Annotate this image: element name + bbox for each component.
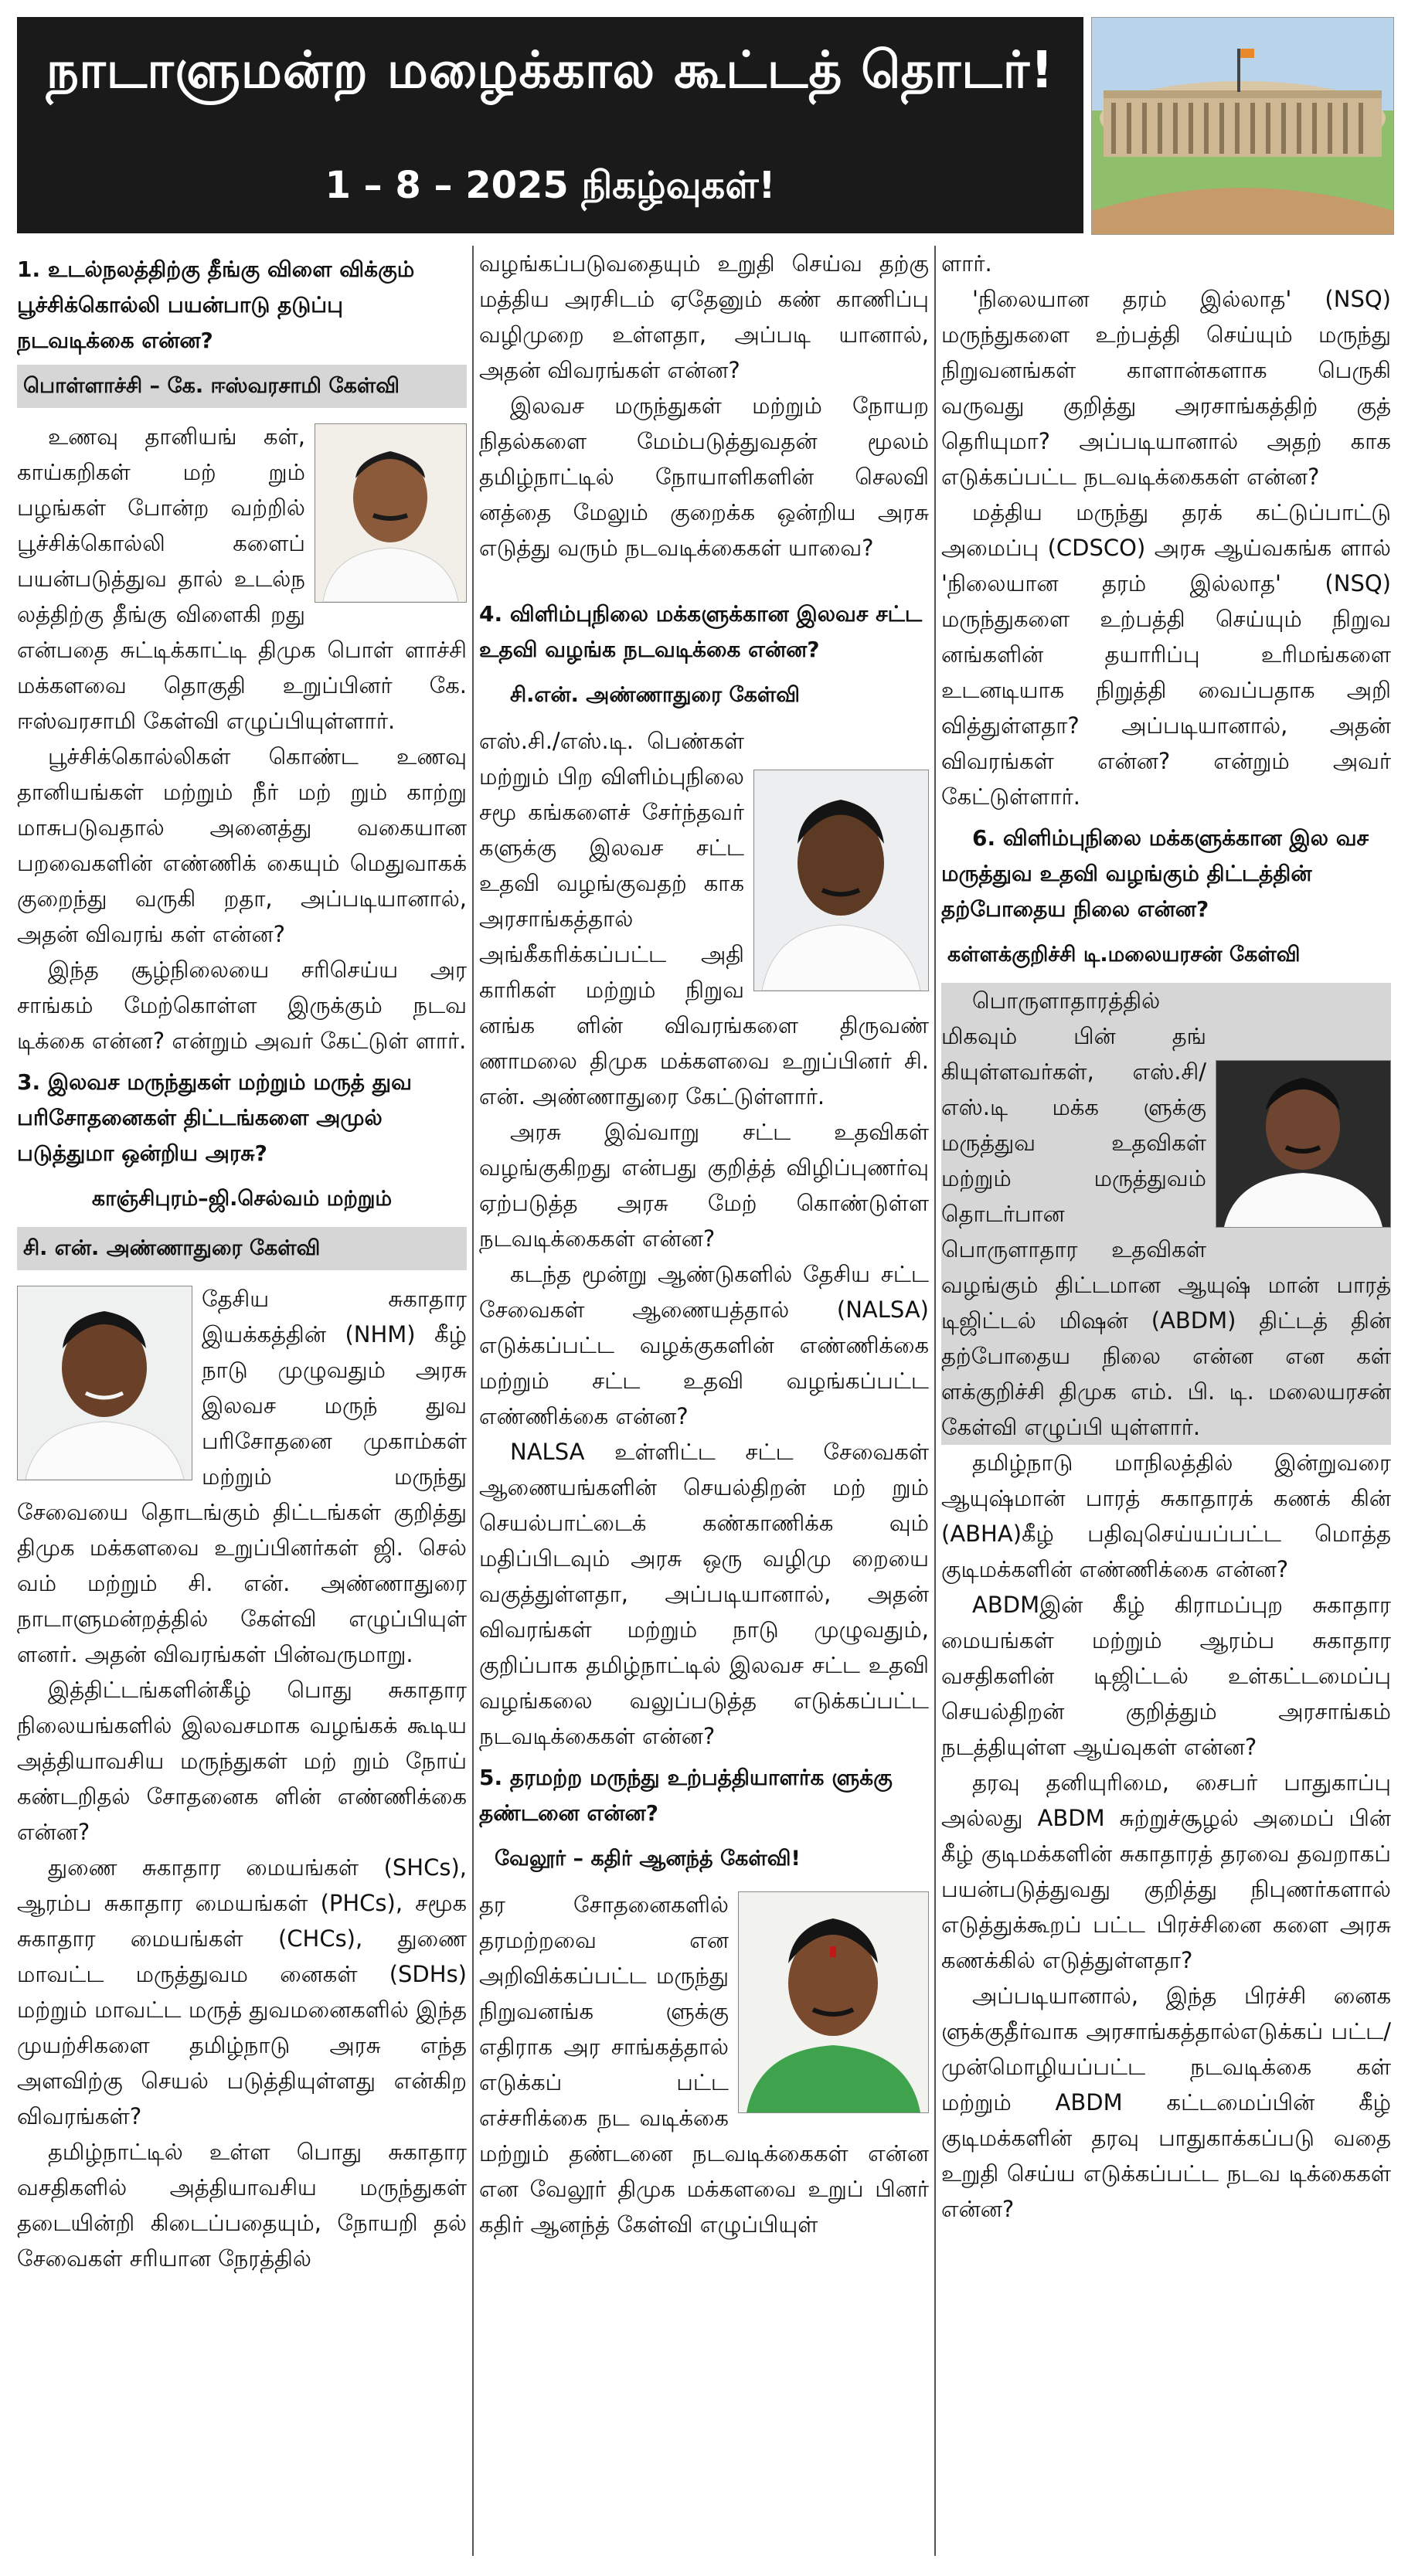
question-5-continued-para-3: மத்திய மருந்து தரக் கட்டுப்பாட்டு அமைப்பு (CDSCO) அரசு ஆய்வகங்க ளால் 'நிலையான தரம் இல்லாத' (NSQ) மருந்துகளை உற்பத்தி செய்யும் நிறுவ னங்களின் தயாரிப்பு உரிமங்களை உடனடியாக நிறுத்தி வைப்பதாக அறி வித்துள்ளதா? அப்படியானால், அதன் விவரங்கள் என்ன? என்றும் அவர் கேட்டுள்ளார்.	[941, 499, 1391, 810]
mp-photo-malaiyarasan	[1216, 1060, 1391, 1228]
question-3-continued-para-1: வழங்கப்படுவதையும் உறுதி செய்வ தற்கு மத்திய அரசிடம் ஏதேனும் கண் காணிப்பு வழிமுறை உள்ளதா, அப்படி யானால், அதன் விவரங்கள் என்ன?	[479, 250, 929, 383]
column-divider	[472, 246, 474, 2556]
question-3-byline-1: காஞ்சிபுரம்–ஜி.செல்வம் மற்றும்	[91, 1187, 393, 1211]
portrait-image	[754, 770, 928, 991]
question-6-para-1: பொருளாதாரத்தில் மிகவும் பின் தங் கியுள்ளவர்கள், எஸ்.சி/எஸ்.டி மக்க ளுக்கு மருத்துவ உதவிகள் மற்றும் மருத்துவம் தொடர்பான பொருளாதார உதவிகள் வழங்கும் திட்டமான ஆயுஷ் மான் பாரத் டிஜிட்டல் மிஷன் (ABDM) திட்டத் தின் தற்போதைய நிலை என்ன என கள் ளக்குறிச்சி திமுக எம். பி. டி. மலையரசன் கேள்வி எழுப்பி யுள்ளார்.	[941, 983, 1391, 1445]
column-divider	[934, 246, 936, 2556]
question-6-para-5: அப்படியானால், இந்த பிரச்சி னைக ளுக்குதீர்வாக அரசாங்கத்தால்எடுக்கப் பட்ட/முன்மொழியப்பட்ட நடவடிக்கை கள் மற்றும் ABDM கட்டமைப்பின் கீழ் குடிமக்களின் தரவு பாதுகாக்கப்படு வதை உறுதி செய்ய எடுக்கப்பட்ட நடவ டிக்கைகள் என்ன?	[941, 1983, 1391, 2222]
question-3-para-3: துணை சுகாதார மையங்கள் (SHCs), ஆரம்ப சுகாதார மையங்கள் (PHCs), சமூக சுகாதார மையங்கள் (CHCs), துணை மாவட்ட மருத்துவம னைகள் (SDHs) மற்றும் மாவட்ட மருத் துவமனைகளில் இந்த முயற்சிகளை தமிழ்நாடு அரசு எந்த அளவிற்கு செயல் படுத்தியுள்ளது என்கிற விவரங்கள்?	[17, 1854, 467, 2129]
question-5-continued-para-2: 'நிலையான தரம் இல்லாத' (NSQ) மருந்துகளை உற்பத்தி செய்யும் மருந்து நிறுவனங்கள் காளான்களாக பெருகி வருவது குறித்து அரசாங்கத்திற் குத் தெரியுமா? அப்படியானால் அதற் காக எடுக்கப்பட்ட நடவடிக்கைகள் என்ன?	[941, 286, 1391, 490]
parliament-photo	[1091, 17, 1394, 235]
question-6-byline: கள்ளக்குறிச்சி டி.மலையரசன் கேள்வி	[947, 943, 1301, 967]
mp-photo-kathir-anand	[738, 1891, 929, 2113]
question-4-heading: 4. விளிம்புநிலை மக்களுக்கான இலவச சட்ட உதவி வழங்க நடவடிக்கை என்ன?	[479, 601, 923, 662]
mp-photo-eswarasamy	[315, 423, 467, 603]
question-6-para-4: தரவு தனியுரிமை, சைபர் பாதுகாப்பு அல்லது ABDM சுற்றுச்சூழல் அமைப் பின் கீழ் குடிமக்களின் சுகாதாரத் தரவை தவறாகப் பயன்படுத்துவது குறித்து நிபுணர்களால் எடுத்துக்கூறப் பட்ட பிரச்சினை களை அரசு கணக்கில் எடுத்துள்ளதா?	[941, 1769, 1391, 1973]
portrait-image	[315, 424, 466, 602]
question-6-para-3: ABDMஇன் கீழ் கிராமப்புற சுகாதார மையங்கள் மற்றும் ஆரம்ப சுகாதார வசதிகளின் டிஜிட்டல் உள்கட்டமைப்பு செயல்திறன் குறித்தும் அரசாங்கம் நடத்தியுள்ள ஆய்வுகள் என்ன?	[941, 1592, 1391, 1760]
portrait-image	[1216, 1061, 1390, 1227]
question-1-para-2: பூச்சிக்கொல்லிகள் கொண்ட உணவு தானியங்கள் மற்றும் நீர் மற் றும் காற்று மாசுபடுவதால் அனைத்து வகையான பறவைகளின் எண்ணிக் கையும் மெதுவாகக் குறைந்து வருகி றதா, அப்படியானால், அதன் விவரங் கள் என்ன?	[17, 743, 467, 947]
headline-title: நாடாளுமன்ற மழைக்கால கூட்டத் தொடர்!	[46, 40, 1055, 100]
column-2	[479, 246, 929, 2556]
question-1-heading: 1. உடல்நலத்திற்கு தீங்கு விளை விக்கும் பூச்சிக்கொல்லி பயன்பாடு தடுப்பு நடவடிக்கை என்ன?	[17, 257, 415, 353]
question-3-continued-para-2: இலவச மருந்துகள் மற்றும் நோயற நிதல்களை மேம்படுத்துவதன் மூலம் தமிழ்நாட்டில் நோயாளிகளின் செலவி னத்தை மேலும் குறைக்க ஒன்றிய அரசு எடுத்து வரும் நடவடிக்கைகள் யாவை?	[479, 393, 929, 561]
question-3-para-4: தமிழ்நாட்டில் உள்ள பொது சுகாதார வசதிகளில் அத்தியாவசிய மருந்துகள் தடையின்றி கிடைப்பதையும், நோயறி தல் சேவைகள் சரியான நேரத்தில்	[17, 2139, 467, 2272]
question-1-para-3: இந்த சூழ்நிலையை சரிசெய்ய அர சாங்கம் மேற்கொள்ள இருக்கும் நடவ டிக்கை என்ன? என்றும் அவர் கேட்டுள் ளார்.	[17, 957, 467, 1054]
parliament-building-image	[1092, 18, 1393, 234]
question-4-para-3: கடந்த மூன்று ஆண்டுகளில் தேசிய சட்ட சேவைகள் ஆணையத்தால் (NALSA) எடுக்கப்பட்ட வழக்குகளின் எண்ணிக்கை மற்றும் சட்ட உதவி வழங்கப்பட்ட எண்ணிக்கை என்ன?	[479, 1261, 929, 1429]
question-1-para-1: உணவு தானியங் கள், காய்கறிகள் மற் றும் பழங்கள் போன்ற வற்றில் பூச்சிக்கொல்லி களைப் பயன்படுத்துவ தால் உடல்ந லத்திற்கு தீங்கு விளைகி றது என்பதை சுட்டிக்காட்டி திமுக பொள் ளாச்சி மக்களவை தொகுதி உறுப்பினர் கே. ஈஸ்வரசாமி கேள்வி எழுப்பியுள்ளார்.	[17, 423, 467, 734]
question-5-continued-para-1: ளார்.	[941, 250, 992, 277]
question-3-para-2: இத்திட்டங்களின்கீழ் பொது சுகாதார நிலையங்களில் இலவசமாக வழங்கக் கூடிய அத்தியாவசிய மருந்துகள் மற் றும் நோய் கண்டறிதல் சோதனைக ளின் எண்ணிக்கை என்ன?	[17, 1677, 467, 1845]
portrait-image	[739, 1892, 928, 2112]
question-4-byline: சி.என். அண்ணாதுரை கேள்வி	[510, 683, 800, 707]
column-1	[17, 246, 467, 2556]
question-3-heading: 3. இலவச மருந்துகள் மற்றும் மருத் துவ பரிசோதனைகள் திட்டங்களை அமுல் படுத்துமா ஒன்றிய அரசு?	[17, 1069, 412, 1166]
question-5-para-1: தர சோதனைகளில் தரமற்றவை என அறிவிக்கப்பட்ட மருந்து நிறுவனங்க ளுக்கு எதிராக அர சாங்கத்தால் எடுக்கப் பட்ட எச்சரிக்கை நட வடிக்கை மற்றும் தண்டனை நடவடிக்கைகள் என்ன என வேலூர் திமுக மக்களவை உறுப் பினர் கதிர் ஆனந்த் கேள்வி எழுப்பியுள்	[479, 1891, 929, 2238]
question-4-para-4: NALSA உள்ளிட்ட சட்ட சேவைகள் ஆணையங்களின் செயல்திறன் மற் றும் செயல்பாட்டைக் கண்காணிக்க வும் மதிப்பிடவும் அரசு ஒரு வழிமு றையை வகுத்துள்ளதா, அப்படியானால், அதன் விவரங்கள் மற்றும் நாடு முழுவதும், குறிப்பாக தமிழ்நாட்டில் இலவச சட்ட உதவி வழங்கலை வலுப்படுத்த எடுக்கப்பட்ட நடவடிக்கைகள் என்ன?	[479, 1439, 929, 1749]
question-6-heading: 6. விளிம்புநிலை மக்களுக்கான இல வச மருத்துவ உதவி வழங்கும் திட்டத்தின் தற்போதைய நிலை என்ன?	[941, 825, 1369, 922]
column-3	[941, 246, 1391, 2556]
question-6-para-2: தமிழ்நாடு மாநிலத்தில் இன்றுவரை ஆயுஷ்மான் பாரத் சுகாதாரக் கணக் கின் (ABHA)கீழ் பதிவுசெய்யப்பட்ட மொத்த குடிமக்களின் எண்ணிக்கை என்ன?	[941, 1449, 1391, 1582]
question-4-para-2: அரசு இவ்வாறு சட்ட உதவிகள் வழங்குகிறது என்பது குறித்த் விழிப்புணர்வு ஏற்படுத்த அரசு மேற் கொண்டுள்ள நடவடிக்கைகள் என்ன?	[479, 1119, 929, 1252]
headline-banner	[17, 17, 1083, 233]
question-5-byline: வேலூர் – கதிர் ஆனந்த் கேள்வி!	[495, 1847, 801, 1871]
mp-photo-selvam	[17, 1286, 192, 1480]
question-5-heading: 5. தரமற்ற மருந்து உற்பத்தியாளர்க ளுக்கு தண்டனை என்ன?	[479, 1765, 893, 1826]
portrait-image	[18, 1286, 192, 1480]
question-3-para-1: தேசிய சுகாதார இயக்கத்தின் (NHM) கீழ் நாடு முழுவதும் அரசு இலவச மருந் துவ பரிசோதனை முகாம்கள் மற்றும் மருந்து சேவையை தொடங்கும் திட்டங்கள் குறித்து திமுக மக்களவை உறுப்பினர்கள் ஜி. செல் வம் மற்றும் சி. என். அண்ணாதுரை நாடாளுமன்றத்தில் கேள்வி எழுப்பியுள் ளனர். அதன் விவரங்கள் பின்வருமாறு.	[17, 1286, 467, 1667]
headline-date: 1 – 8 – 2025 நிகழ்வுகள்!	[325, 164, 776, 207]
question-1-byline: பொள்ளாச்சி – கே. ஈஸ்வரசாமி கேள்வி	[17, 365, 467, 408]
question-3-byline-2: சி. என். அண்ணாதுரை கேள்வி	[17, 1227, 467, 1270]
question-4-para-1: எஸ்.சி./எஸ்.டி. பெண்கள் மற்றும் பிற விளிம்புநிலை சமூ கங்களைச் சேர்ந்தவர் களுக்கு இலவச சட்ட உதவி வழங்குவதற் காக அரசாங்கத்தால் அங்கீகரிக்கப்பட்ட அதி காரிகள் மற்றும் நிறுவ னங்க ளின் விவரங்களை திருவண் ணாமலை திமுக மக்களவை உறுப்பினர் சி. என். அண்ணாதுரை கேட்டுள்ளார்.	[479, 728, 929, 1110]
mp-photo-annadurai	[753, 770, 929, 991]
